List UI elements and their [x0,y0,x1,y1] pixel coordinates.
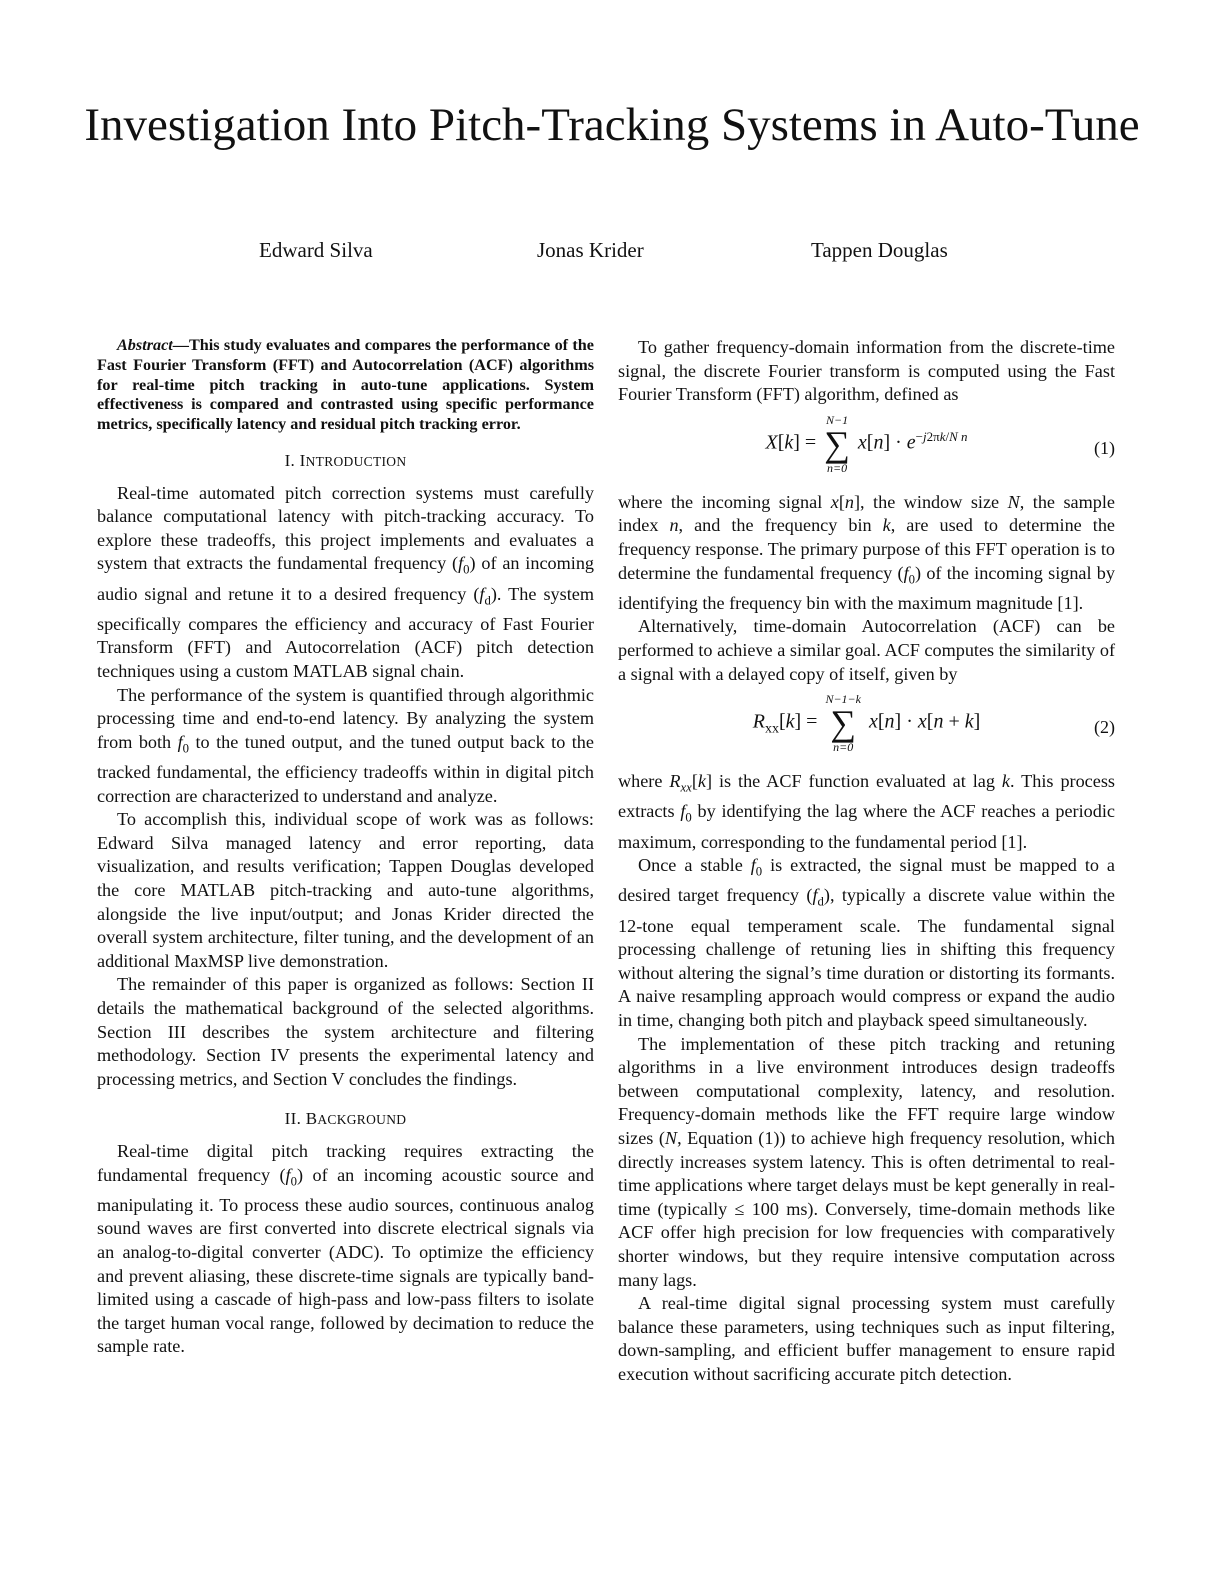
author-1: Edward Silva [259,238,373,262]
paragraph: The implementation of these pitch tracking and retuning algorithms in a live environment introduces design tradeoffs between computational complexity, latency, and resolution. Frequency-domain methods like the FFT require large window sizes (N, Equation (1)) to achieve high frequency resolution, which directly increases system latency. This is often detrimental to real-time applications where target delays must be kept generally in real-time (typically ≤ 100 ms). Conversely, time-domain methods like ACF offer high precision for low frequencies with comparatively shorter windows, but they require intensive computation across many lags. [618,1033,1115,1290]
author-3: Tappen Douglas [811,238,948,262]
equation-number: (2) [1094,717,1115,738]
equation-1: X[k] = N−1 ∑ n=0 $x[n] \cdot e^{-j2\pi k/N n}$ (1) [765,412,1115,475]
equation-number: (1) [1094,437,1115,458]
paragraph: where $R_{xx}[k]$ is the ACF function evaluated at lag k. This process extracts $f_0$ by identifying the lag where the ACF reaches a periodic maximum, corresponding to the fundamental period [1]. [618,771,1115,852]
paragraph: The remainder of this paper is organized as follows: Section II details the mathematical background of the selected algorithms. Section III describes the system architecture and filtering methodology. Section IV presents the experimental latency and processing metrics, and Section V concludes the findings. [97,974,594,1089]
right-column [618,336,1115,1387]
left-column [97,336,594,1359]
section-heading-background: II. BACKGROUND [284,1109,407,1129]
equation-2: $R_{xx}[k]$ = N−1−k ∑ n=0 x[n] · x[n + k] (2) [752,692,1115,755]
abstract-label: Abstract [117,336,173,354]
paragraph: Once a stable $f_0$ is extracted, the signal must be mapped to a desired target frequency $(f_d)$, typically a discrete value within the 12-tone equal temperament scale. The fundamental signal processing challenge of retuning lies in shifting this frequency without altering the signal’s time duration or distorting its formants. A naive resampling approach would compress or expand the audio in time, changing both pitch and playback speed simultaneously. [618,855,1116,1031]
paragraph: where the incoming signal x[n], the window size N, the sample index n, and the frequency bin k, are used to determine the frequency response. The primary purpose of this FFT operation is to determine the fundamental frequency $(f_0)$ of the incoming signal by identifying the frequency bin with the maximum magnitude [1]. [618,491,1115,613]
paragraph: Real-time automated pitch correction systems must carefully balance computational latency with pitch-tracking accuracy. To explore these tradeoffs, this project implements and evaluates a system that extracts the fundamental frequency $(f_0)$ of an incoming audio signal and retune it to a desired frequency $(f_d)$. The system specifically compares the efficiency and accuracy of Fast Fourier Transform (FFT) and Autocorrelation (ACF) pitch detection techniques using a custom MATLAB signal chain. [97,482,595,682]
author-2: Jonas Krider [537,238,644,262]
paragraph: A real-time digital signal processing system must carefully balance these parameters, using techniques such as input filtering, down-sampling, and efficient buffer management to ensure rapid execution without sacrificing accurate pitch detection. [618,1293,1115,1384]
section-heading-introduction: I. INTRODUCTION [284,450,407,470]
paragraph: Alternatively, time-domain Autocorrelation (ACF) can be performed to achieve a similar goal. ACF computes the similarity of a signal with a delayed copy of itself, given by [618,616,1115,684]
paragraph: The performance of the system is quantified through algorithmic processing time and end-to-end latency. By analyzing the system from both $f_0$ to the tuned output, and the tuned output back to the tracked fundamental, the efficiency tradeoffs within in digital pitch correction are characterized to understand and analyze. [97,684,594,806]
paragraph: To gather frequency-domain information from the discrete-time signal, the discrete Fourier transform is computed using the Fast Fourier Transform (FFT) algorithm, defined as [618,337,1115,405]
paragraph: To accomplish this, individual scope of work was as follows: Edward Silva managed latency and error reporting, data visualization, and results verification; Tappen Douglas developed the core MATLAB pitch-tracking and auto-tune algorithms, alongside the live input/output; and Jonas Krider directed the overall system architecture, filter tuning, and the development of an additional MaxMSP live demonstration. [97,809,594,971]
abstract [97,336,594,435]
paragraph: Real-time digital pitch tracking requires extracting the fundamental frequency $(f_0)$ of an incoming acoustic source and manipulating it. To process these audio sources, continuous analog sound waves are first converted into discrete electrical signals via an analog-to-digital converter (ADC). To optimize the efficiency and prevent aliasing, these discrete-time signals are typically band-limited using a cascade of high-pass and low-pass filters to isolate the target human vocal range, followed by decimation to reduce the sample rate. [97,1140,594,1357]
paper-title: Investigation Into Pitch-Tracking Systems in Auto-Tune [84,99,1140,151]
abstract-text: —This study evaluates and compares the performance of the Fast Fourier Transform (FFT) and Autocorrelation (ACF) algorithms for real-time pitch tracking in auto-tune applications. System effectiveness is compared and contrasted using specific performance metrics, specifically latency and residual pitch tracking error. [97,336,594,434]
